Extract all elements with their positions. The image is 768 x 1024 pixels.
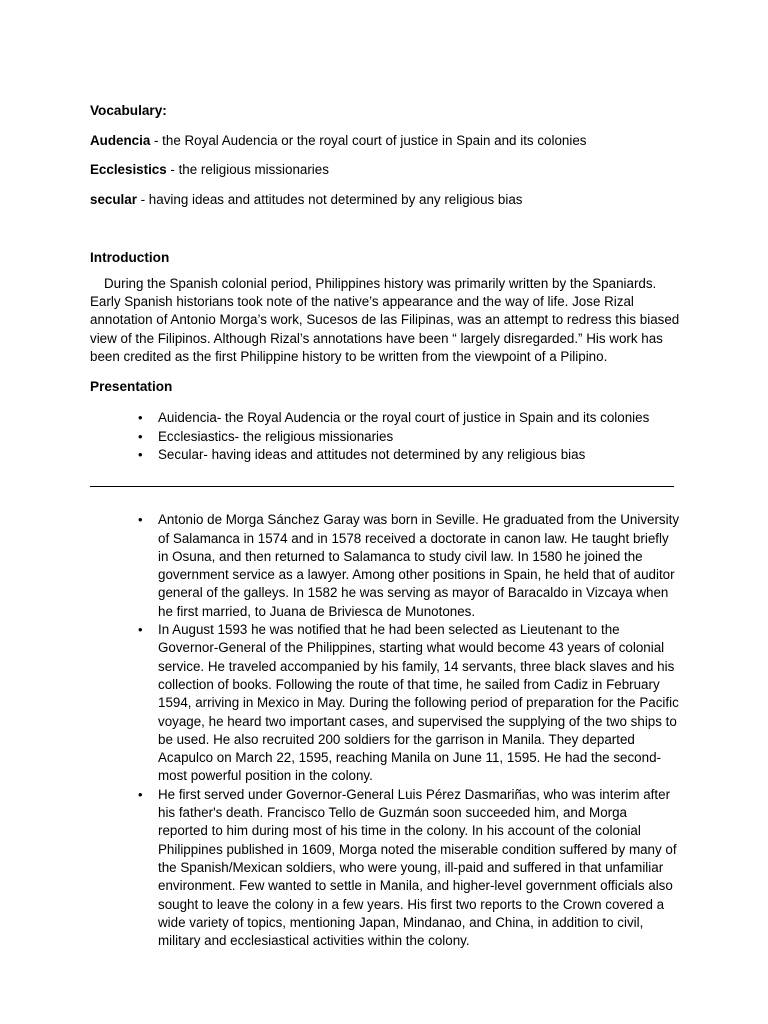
- list-item: [90, 786, 680, 951]
- vocabulary-heading: Vocabulary:: [90, 103, 167, 118]
- bullet-icon: •: [138, 512, 143, 528]
- vocab-term: Ecclesistics: [90, 162, 167, 178]
- list-item: [90, 409, 680, 427]
- list-item: [90, 446, 680, 464]
- bullet-icon: •: [138, 786, 143, 802]
- list-item-text: He first served under Governor-General Luis Pérez Dasmariñas, who was interim after his father's death. Francisco Tello de Guzmán soon succeeded him, and Morga reported to him during most of his time in the colony. In his account of the colonial Philippines published in 1609, Morga noted the miserable condition suffered by many of the Spanish/Mexican soldiers, who were young, ill-paid and suffered in that unfamiliar environment. Few wanted to settle in Manila, and higher-level government officials also sought to leave the colony in a few years. His first two reports to the Crown covered a wide variety of topics, mentioning Japan, Mindanao, and China, in addition to civil, military and ecclesiastical activities within the colony.: [158, 786, 677, 949]
- vocab-definition: - having ideas and attitudes not determined by any religious bias: [136, 191, 523, 207]
- introduction-heading: Introduction: [90, 249, 170, 265]
- list-item-text: In August 1593 he was notified that he had been selected as Lieutenant to the Governor-General of the Philippines, starting what would become 43 years of colonial service. He traveled accompanied by his family, 14 servants, three black slaves and his collection of books. Following the route of that time, he sailed from Cadiz in February 1594, arriving in Mexico in May. During the following period of preparation for the Pacific voyage, he heard two important cases, and supervised the supplying of the two ships to be used. He also recruited 200 soldiers for the garrison in Manila. They departed Acapulco on March 22, 1595, reaching Manila on June 11, 1595. He had the second-most powerful position in the colony.: [158, 622, 679, 784]
- vocab-term: secular: [90, 191, 137, 207]
- introduction-paragraph: During the Spanish colonial period, Philippines history was primarily written by the Spaniards. Early Spanish historians took note of the native’s appearance and the way of life. Jose Rizal annotation of Antonio Morga’s work, Sucesos de las Filipinas, was an attempt to redress this biased view of the Filipinos. Although Rizal’s annotations have been “ largely disregarded.” His work has been credited as the first Philippine history to be written from the viewpoint of a Pilipino.: [90, 275, 680, 365]
- list-item-text: Antonio de Morga Sánchez Garay was born in Seville. He graduated from the University of Salamanca in 1574 and in 1578 received a doctorate in canon law. He taught briefly in Osuna, and then returned to Salamanca to study civil law. In 1580 he joined the government service as a lawyer. Among other positions in Spain, he held that of auditor general of the galleys. In 1582 he was serving as mayor of Baracaldo in Vizcaya when he first married, to Juana de Briviesca de Munotones.: [158, 512, 680, 619]
- presentation-list: [90, 409, 680, 464]
- biography-list: [90, 511, 680, 950]
- bullet-icon: •: [138, 428, 143, 444]
- presentation-heading: Presentation: [90, 379, 173, 395]
- bullet-icon: •: [138, 622, 143, 638]
- bullet-icon: •: [138, 410, 143, 426]
- bullet-icon: •: [138, 446, 143, 462]
- vocab-definition: - the religious missionaries: [166, 162, 329, 178]
- list-item: [90, 428, 680, 446]
- vocab-term: Audencia: [90, 133, 151, 148]
- list-item-text: Secular- having ideas and attitudes not determined by any religious bias: [158, 446, 586, 462]
- list-item-text: Ecclesiastics- the religious missionaries: [158, 428, 394, 444]
- vocab-item-ecclesistics: [90, 161, 680, 179]
- list-item: [90, 511, 680, 621]
- document-content: [90, 102, 680, 950]
- list-item: [90, 621, 680, 786]
- vocab-item-audencia: [90, 132, 680, 150]
- vocab-item-secular: [90, 191, 680, 209]
- horizontal-divider: [90, 486, 674, 487]
- list-item-text: Auidencia- the Royal Audencia or the royal court of justice in Spain and its colonies: [158, 410, 650, 426]
- vocab-definition: - the Royal Audencia or the royal court of justice in Spain and its colonies: [150, 133, 587, 148]
